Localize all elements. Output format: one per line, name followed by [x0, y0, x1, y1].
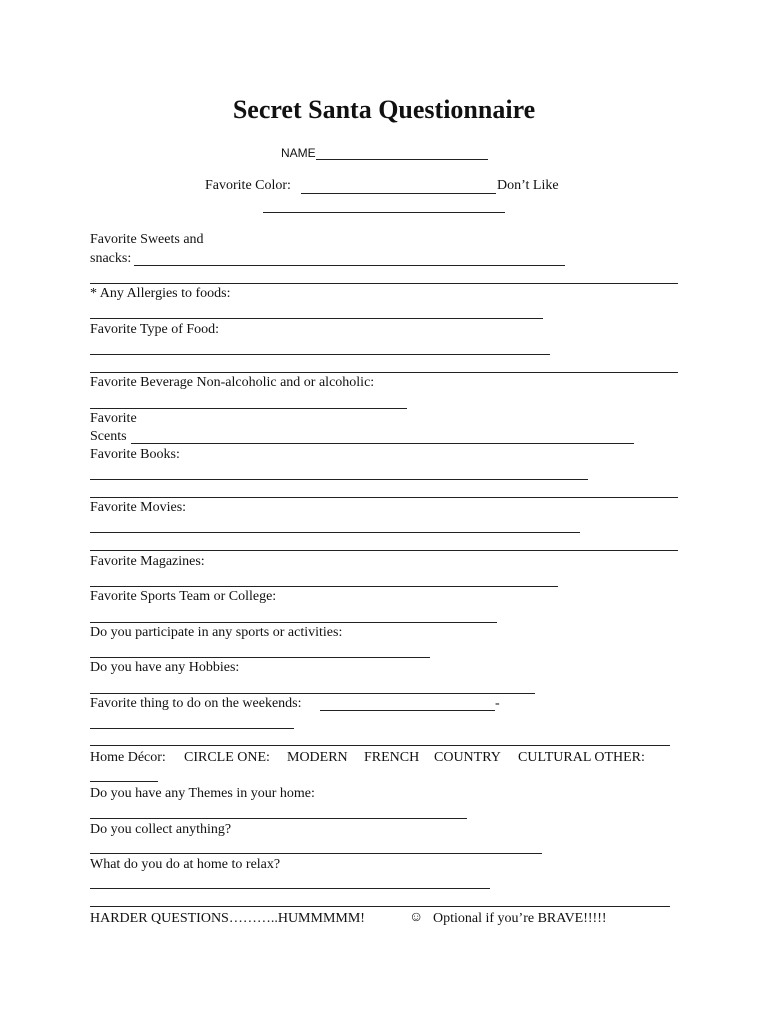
weekends-field-line-2[interactable] [90, 728, 294, 729]
allergies-field[interactable] [90, 318, 543, 319]
weekends-label: Favorite thing to do on the weekends: [90, 696, 302, 711]
decor-other-field[interactable] [90, 781, 158, 782]
optional-label: Optional if you’re BRAVE!!!!! [433, 911, 607, 926]
beverage-field[interactable] [90, 408, 407, 409]
dont-like-field[interactable] [263, 212, 505, 213]
books-field[interactable] [90, 479, 588, 480]
relax-label: What do you do at home to relax? [90, 857, 281, 872]
scents-field[interactable] [131, 443, 634, 444]
activities-field[interactable] [90, 657, 430, 658]
sweets-field[interactable] [134, 265, 565, 266]
weekends-dash: - [495, 696, 500, 711]
movies-label: Favorite Movies: [90, 500, 187, 515]
decor-option-country[interactable]: COUNTRY [434, 750, 501, 765]
scents-label-2: Scents [90, 429, 127, 444]
dont-like-label: Don’t Like [497, 178, 559, 193]
books-label: Favorite Books: [90, 447, 180, 462]
relax-field[interactable] [90, 888, 490, 889]
sweets-field-line-2[interactable] [90, 283, 678, 284]
home-decor-label: Home Décor: [90, 750, 166, 765]
hobbies-field[interactable] [90, 693, 535, 694]
magazines-field[interactable] [90, 586, 558, 587]
page-title: Secret Santa Questionnaire [232, 95, 536, 124]
weekends-field-line-3[interactable] [90, 745, 670, 746]
magazines-label: Favorite Magazines: [90, 554, 205, 569]
sweets-label: Favorite Sweets and [90, 232, 204, 247]
movies-field-line-2[interactable] [90, 550, 678, 551]
beverage-label: Favorite Beverage Non-alcoholic and or alcoholic: [90, 375, 375, 390]
name-label: NAME [281, 146, 316, 160]
hobbies-label: Do you have any Hobbies: [90, 660, 240, 675]
movies-field[interactable] [90, 532, 580, 533]
circle-one-label: CIRCLE ONE: [184, 750, 270, 765]
favorite-color-label: Favorite Color: [205, 178, 291, 193]
sports-team-label: Favorite Sports Team or College: [90, 589, 277, 604]
allergies-label: * Any Allergies to foods: [90, 286, 231, 301]
food-field[interactable] [90, 354, 550, 355]
name-field[interactable] [316, 159, 488, 160]
relax-field-line-2[interactable] [90, 906, 670, 907]
themes-field[interactable] [90, 818, 467, 819]
books-field-line-2[interactable] [90, 497, 678, 498]
decor-option-french[interactable]: FRENCH [364, 750, 420, 765]
snacks-label: snacks: [90, 251, 132, 266]
collect-label: Do you collect anything? [90, 822, 232, 837]
decor-option-modern[interactable]: MODERN [287, 750, 348, 765]
scents-label: Favorite [90, 411, 137, 426]
decor-option-cultural-other[interactable]: CULTURAL OTHER: [518, 750, 645, 765]
food-field-line-2[interactable] [90, 372, 678, 373]
sports-team-field[interactable] [90, 622, 497, 623]
smiley-icon: ☺ [409, 910, 424, 925]
weekends-field[interactable] [320, 710, 495, 711]
themes-label: Do you have any Themes in your home: [90, 786, 315, 801]
activities-label: Do you participate in any sports or activities: [90, 625, 343, 640]
favorite-color-field[interactable] [301, 193, 496, 194]
harder-questions-label: HARDER QUESTIONS………..HUMMMMM! [90, 911, 365, 926]
food-label: Favorite Type of Food: [90, 322, 220, 337]
collect-field[interactable] [90, 853, 542, 854]
